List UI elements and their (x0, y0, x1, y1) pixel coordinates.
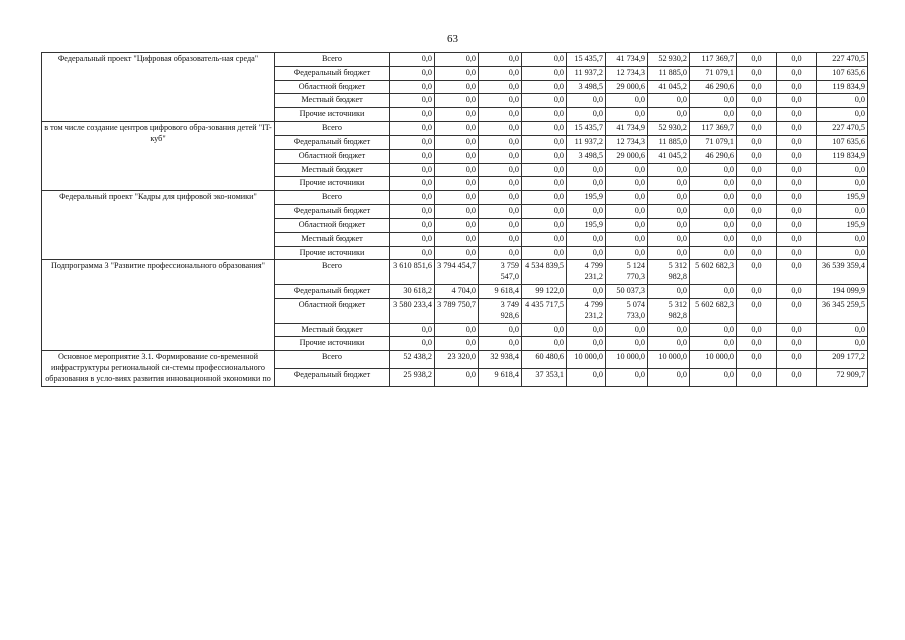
value-cell: 0,0 (777, 135, 817, 149)
value-cell: 4 435 717,5 (522, 298, 567, 323)
item-name: Подпрограмма 3 "Развитие профессионального образования" (42, 260, 275, 351)
value-cell: 0,0 (737, 205, 777, 219)
value-cell: 0,0 (390, 232, 435, 246)
value-cell: 11 937,2 (567, 66, 606, 80)
value-cell: 0,0 (567, 246, 606, 260)
value-cell: 0,0 (648, 108, 690, 122)
value-cell: 0,0 (648, 163, 690, 177)
value-cell: 0,0 (435, 177, 479, 191)
value-cell: 227 470,5 (817, 122, 868, 136)
value-cell: 0,0 (648, 246, 690, 260)
value-cell: 0,0 (690, 205, 737, 219)
funding-source: Федеральный бюджет (275, 205, 390, 219)
funding-source: Прочие источники (275, 337, 390, 351)
value-cell: 0,0 (817, 163, 868, 177)
value-cell: 0,0 (737, 177, 777, 191)
value-cell: 0,0 (435, 232, 479, 246)
value-cell: 0,0 (737, 368, 777, 386)
funding-source: Областной бюджет (275, 80, 390, 94)
value-cell: 0,0 (737, 323, 777, 337)
value-cell: 0,0 (435, 122, 479, 136)
value-cell: 0,0 (648, 218, 690, 232)
value-cell: 30 618,2 (390, 285, 435, 299)
value-cell: 0,0 (522, 135, 567, 149)
value-cell: 3 580 233,4 (390, 298, 435, 323)
value-cell: 0,0 (777, 298, 817, 323)
value-cell: 0,0 (737, 53, 777, 67)
value-cell: 0,0 (777, 351, 817, 369)
value-cell: 0,0 (522, 53, 567, 67)
value-cell: 195,9 (817, 218, 868, 232)
value-cell: 0,0 (435, 80, 479, 94)
value-cell: 10 000,0 (648, 351, 690, 369)
value-cell: 0,0 (690, 246, 737, 260)
value-cell: 0,0 (777, 53, 817, 67)
value-cell: 0,0 (817, 177, 868, 191)
value-cell: 0,0 (737, 163, 777, 177)
value-cell: 0,0 (777, 177, 817, 191)
value-cell: 0,0 (648, 323, 690, 337)
funding-source: Всего (275, 260, 390, 285)
value-cell: 0,0 (777, 323, 817, 337)
value-cell: 52 930,2 (648, 122, 690, 136)
value-cell: 3 610 851,6 (390, 260, 435, 285)
value-cell: 72 909,7 (817, 368, 868, 386)
value-cell: 0,0 (606, 368, 648, 386)
table-row (42, 191, 868, 205)
value-cell: 0,0 (737, 135, 777, 149)
item-name: Федеральный проект "Цифровая образователь-ная среда" (42, 53, 275, 122)
value-cell: 3 498,5 (567, 80, 606, 94)
value-cell: 0,0 (777, 368, 817, 386)
value-cell: 0,0 (479, 149, 522, 163)
item-name: Федеральный проект "Кадры для цифровой эко-номики" (42, 191, 275, 260)
value-cell: 0,0 (817, 232, 868, 246)
value-cell: 0,0 (390, 177, 435, 191)
funding-source: Федеральный бюджет (275, 66, 390, 80)
funding-source: Прочие источники (275, 246, 390, 260)
value-cell: 0,0 (777, 149, 817, 163)
value-cell: 32 938,4 (479, 351, 522, 369)
value-cell: 41 734,9 (606, 122, 648, 136)
value-cell: 5 124 770,3 (606, 260, 648, 285)
value-cell: 0,0 (737, 80, 777, 94)
funding-source: Местный бюджет (275, 94, 390, 108)
value-cell: 10 000,0 (606, 351, 648, 369)
value-cell: 11 885,0 (648, 66, 690, 80)
value-cell: 0,0 (522, 323, 567, 337)
value-cell: 0,0 (777, 285, 817, 299)
value-cell: 0,0 (567, 205, 606, 219)
value-cell: 0,0 (690, 177, 737, 191)
value-cell: 0,0 (737, 191, 777, 205)
value-cell: 11 885,0 (648, 135, 690, 149)
value-cell: 0,0 (567, 285, 606, 299)
value-cell: 5 074 733,0 (606, 298, 648, 323)
value-cell: 0,0 (777, 218, 817, 232)
value-cell: 0,0 (435, 149, 479, 163)
value-cell: 0,0 (522, 218, 567, 232)
value-cell: 0,0 (479, 122, 522, 136)
value-cell: 0,0 (390, 149, 435, 163)
value-cell: 0,0 (522, 191, 567, 205)
value-cell: 29 000,6 (606, 80, 648, 94)
value-cell: 0,0 (690, 108, 737, 122)
value-cell: 0,0 (435, 191, 479, 205)
value-cell: 36 539 359,4 (817, 260, 868, 285)
funding-source: Областной бюджет (275, 218, 390, 232)
value-cell: 0,0 (777, 66, 817, 80)
value-cell: 0,0 (606, 337, 648, 351)
value-cell: 0,0 (606, 163, 648, 177)
value-cell: 4 534 839,5 (522, 260, 567, 285)
value-cell: 0,0 (479, 246, 522, 260)
value-cell: 0,0 (777, 80, 817, 94)
value-cell: 3 794 454,7 (435, 260, 479, 285)
value-cell: 0,0 (522, 177, 567, 191)
value-cell: 0,0 (435, 66, 479, 80)
page-number: 63 (447, 33, 458, 45)
value-cell: 0,0 (606, 218, 648, 232)
value-cell: 0,0 (777, 246, 817, 260)
value-cell: 3 749 928,6 (479, 298, 522, 323)
value-cell: 209 177,2 (817, 351, 868, 369)
value-cell: 0,0 (479, 205, 522, 219)
value-cell: 0,0 (690, 285, 737, 299)
funding-source: Местный бюджет (275, 323, 390, 337)
value-cell: 50 037,3 (606, 285, 648, 299)
value-cell: 0,0 (479, 108, 522, 122)
value-cell: 0,0 (435, 108, 479, 122)
value-cell: 0,0 (522, 122, 567, 136)
value-cell: 0,0 (737, 66, 777, 80)
value-cell: 46 290,6 (690, 80, 737, 94)
value-cell: 4 704,0 (435, 285, 479, 299)
value-cell: 117 369,7 (690, 122, 737, 136)
value-cell: 119 834,9 (817, 149, 868, 163)
value-cell: 0,0 (777, 163, 817, 177)
value-cell: 5 312 982,8 (648, 260, 690, 285)
value-cell: 0,0 (690, 368, 737, 386)
value-cell: 0,0 (390, 218, 435, 232)
value-cell: 0,0 (435, 218, 479, 232)
value-cell: 0,0 (777, 94, 817, 108)
value-cell: 0,0 (435, 53, 479, 67)
value-cell: 0,0 (648, 337, 690, 351)
value-cell: 0,0 (522, 337, 567, 351)
value-cell: 0,0 (690, 191, 737, 205)
value-cell: 36 345 259,5 (817, 298, 868, 323)
value-cell: 119 834,9 (817, 80, 868, 94)
funding-source: Прочие источники (275, 108, 390, 122)
value-cell: 0,0 (522, 94, 567, 108)
value-cell: 0,0 (390, 108, 435, 122)
value-cell: 0,0 (690, 232, 737, 246)
value-cell: 0,0 (690, 94, 737, 108)
value-cell: 0,0 (479, 66, 522, 80)
value-cell: 0,0 (522, 108, 567, 122)
value-cell: 107 635,6 (817, 135, 868, 149)
funding-source: Областной бюджет (275, 149, 390, 163)
value-cell: 0,0 (777, 232, 817, 246)
value-cell: 0,0 (817, 205, 868, 219)
value-cell: 5 602 682,3 (690, 298, 737, 323)
value-cell: 0,0 (606, 246, 648, 260)
value-cell: 0,0 (606, 323, 648, 337)
value-cell: 0,0 (817, 337, 868, 351)
value-cell: 0,0 (479, 135, 522, 149)
value-cell: 107 635,6 (817, 66, 868, 80)
value-cell: 0,0 (777, 108, 817, 122)
value-cell: 0,0 (690, 337, 737, 351)
value-cell: 3 789 750,7 (435, 298, 479, 323)
value-cell: 0,0 (777, 205, 817, 219)
value-cell: 0,0 (479, 80, 522, 94)
value-cell: 0,0 (567, 368, 606, 386)
value-cell: 9 618,4 (479, 285, 522, 299)
value-cell: 37 353,1 (522, 368, 567, 386)
value-cell: 0,0 (390, 135, 435, 149)
value-cell: 0,0 (648, 177, 690, 191)
value-cell: 0,0 (737, 232, 777, 246)
value-cell: 0,0 (737, 149, 777, 163)
value-cell: 0,0 (390, 163, 435, 177)
value-cell: 0,0 (648, 285, 690, 299)
value-cell: 0,0 (567, 337, 606, 351)
value-cell: 46 290,6 (690, 149, 737, 163)
value-cell: 0,0 (737, 94, 777, 108)
value-cell: 0,0 (737, 246, 777, 260)
value-cell: 4 799 231,2 (567, 298, 606, 323)
value-cell: 5 602 682,3 (690, 260, 737, 285)
value-cell: 0,0 (522, 246, 567, 260)
value-cell: 227 470,5 (817, 53, 868, 67)
value-cell: 0,0 (690, 163, 737, 177)
value-cell: 0,0 (777, 122, 817, 136)
value-cell: 15 435,7 (567, 122, 606, 136)
funding-source: Федеральный бюджет (275, 285, 390, 299)
value-cell: 0,0 (567, 94, 606, 108)
value-cell: 52 930,2 (648, 53, 690, 67)
value-cell: 0,0 (567, 323, 606, 337)
value-cell: 71 079,1 (690, 135, 737, 149)
value-cell: 0,0 (435, 337, 479, 351)
value-cell: 99 122,0 (522, 285, 567, 299)
value-cell: 0,0 (479, 163, 522, 177)
budget-table-body (42, 53, 868, 387)
value-cell: 41 045,2 (648, 149, 690, 163)
value-cell: 0,0 (737, 351, 777, 369)
item-name: Основное мероприятие 3.1. Формирование со-временной инфраструктуры региональной си-стемы профессионального образования в усло-виях развития инновационной экономики по (42, 351, 275, 386)
value-cell: 0,0 (522, 205, 567, 219)
funding-source: Местный бюджет (275, 232, 390, 246)
value-cell: 0,0 (479, 191, 522, 205)
value-cell: 0,0 (648, 205, 690, 219)
value-cell: 0,0 (567, 177, 606, 191)
value-cell: 10 000,0 (567, 351, 606, 369)
value-cell: 117 369,7 (690, 53, 737, 67)
value-cell: 41 734,9 (606, 53, 648, 67)
value-cell: 0,0 (522, 232, 567, 246)
funding-source: Местный бюджет (275, 163, 390, 177)
value-cell: 0,0 (479, 337, 522, 351)
funding-source: Всего (275, 191, 390, 205)
value-cell: 0,0 (737, 108, 777, 122)
value-cell: 12 734,3 (606, 135, 648, 149)
funding-source: Федеральный бюджет (275, 135, 390, 149)
value-cell: 9 618,4 (479, 368, 522, 386)
value-cell: 15 435,7 (567, 53, 606, 67)
value-cell: 0,0 (648, 232, 690, 246)
value-cell: 0,0 (522, 149, 567, 163)
funding-source: Федеральный бюджет (275, 368, 390, 386)
value-cell: 0,0 (690, 323, 737, 337)
value-cell: 0,0 (390, 53, 435, 67)
table-row (42, 351, 868, 369)
value-cell: 0,0 (567, 232, 606, 246)
value-cell: 0,0 (479, 232, 522, 246)
value-cell: 195,9 (817, 191, 868, 205)
value-cell: 60 480,6 (522, 351, 567, 369)
value-cell: 29 000,6 (606, 149, 648, 163)
table-row (42, 53, 868, 67)
value-cell: 0,0 (390, 94, 435, 108)
value-cell: 0,0 (567, 108, 606, 122)
value-cell: 0,0 (479, 53, 522, 67)
value-cell: 0,0 (567, 163, 606, 177)
value-cell: 0,0 (606, 108, 648, 122)
value-cell: 0,0 (479, 218, 522, 232)
value-cell: 0,0 (737, 285, 777, 299)
value-cell: 0,0 (435, 205, 479, 219)
value-cell: 0,0 (435, 246, 479, 260)
value-cell: 0,0 (435, 368, 479, 386)
value-cell: 0,0 (606, 232, 648, 246)
value-cell: 195,9 (567, 218, 606, 232)
value-cell: 194 099,9 (817, 285, 868, 299)
table-row (42, 260, 868, 285)
value-cell: 0,0 (390, 246, 435, 260)
value-cell: 0,0 (817, 323, 868, 337)
funding-source: Всего (275, 122, 390, 136)
value-cell: 0,0 (390, 323, 435, 337)
value-cell: 0,0 (737, 218, 777, 232)
value-cell: 0,0 (648, 368, 690, 386)
value-cell: 0,0 (435, 163, 479, 177)
value-cell: 0,0 (390, 205, 435, 219)
value-cell: 0,0 (606, 191, 648, 205)
item-name: в том числе создание центров цифрового обра-зования детей "IT-куб" (42, 122, 275, 191)
value-cell: 0,0 (479, 177, 522, 191)
value-cell: 5 312 982,8 (648, 298, 690, 323)
value-cell: 23 320,0 (435, 351, 479, 369)
value-cell: 0,0 (522, 66, 567, 80)
value-cell: 0,0 (606, 205, 648, 219)
value-cell: 0,0 (737, 260, 777, 285)
funding-source: Прочие источники (275, 177, 390, 191)
funding-source: Всего (275, 53, 390, 67)
budget-table (41, 52, 868, 387)
value-cell: 0,0 (390, 191, 435, 205)
value-cell: 0,0 (390, 80, 435, 94)
value-cell: 0,0 (390, 337, 435, 351)
value-cell: 10 000,0 (690, 351, 737, 369)
value-cell: 3 498,5 (567, 149, 606, 163)
value-cell: 0,0 (817, 246, 868, 260)
value-cell: 0,0 (435, 135, 479, 149)
value-cell: 0,0 (817, 94, 868, 108)
value-cell: 0,0 (777, 260, 817, 285)
value-cell: 0,0 (817, 108, 868, 122)
value-cell: 195,9 (567, 191, 606, 205)
value-cell: 0,0 (777, 191, 817, 205)
value-cell: 0,0 (522, 80, 567, 94)
value-cell: 0,0 (777, 337, 817, 351)
value-cell: 0,0 (690, 218, 737, 232)
value-cell: 12 734,3 (606, 66, 648, 80)
value-cell: 11 937,2 (567, 135, 606, 149)
value-cell: 0,0 (737, 337, 777, 351)
funding-source: Областной бюджет (275, 298, 390, 323)
value-cell: 25 938,2 (390, 368, 435, 386)
value-cell: 0,0 (522, 163, 567, 177)
value-cell: 0,0 (737, 122, 777, 136)
value-cell: 0,0 (435, 323, 479, 337)
value-cell: 41 045,2 (648, 80, 690, 94)
value-cell: 0,0 (479, 94, 522, 108)
value-cell: 0,0 (390, 122, 435, 136)
value-cell: 3 759 547,0 (479, 260, 522, 285)
value-cell: 0,0 (479, 323, 522, 337)
value-cell: 71 079,1 (690, 66, 737, 80)
value-cell: 4 799 231,2 (567, 260, 606, 285)
value-cell: 0,0 (648, 94, 690, 108)
value-cell: 52 438,2 (390, 351, 435, 369)
table-row (42, 122, 868, 136)
value-cell: 0,0 (648, 191, 690, 205)
value-cell: 0,0 (606, 94, 648, 108)
value-cell: 0,0 (435, 94, 479, 108)
value-cell: 0,0 (390, 66, 435, 80)
funding-source: Всего (275, 351, 390, 369)
value-cell: 0,0 (737, 298, 777, 323)
value-cell: 0,0 (606, 177, 648, 191)
